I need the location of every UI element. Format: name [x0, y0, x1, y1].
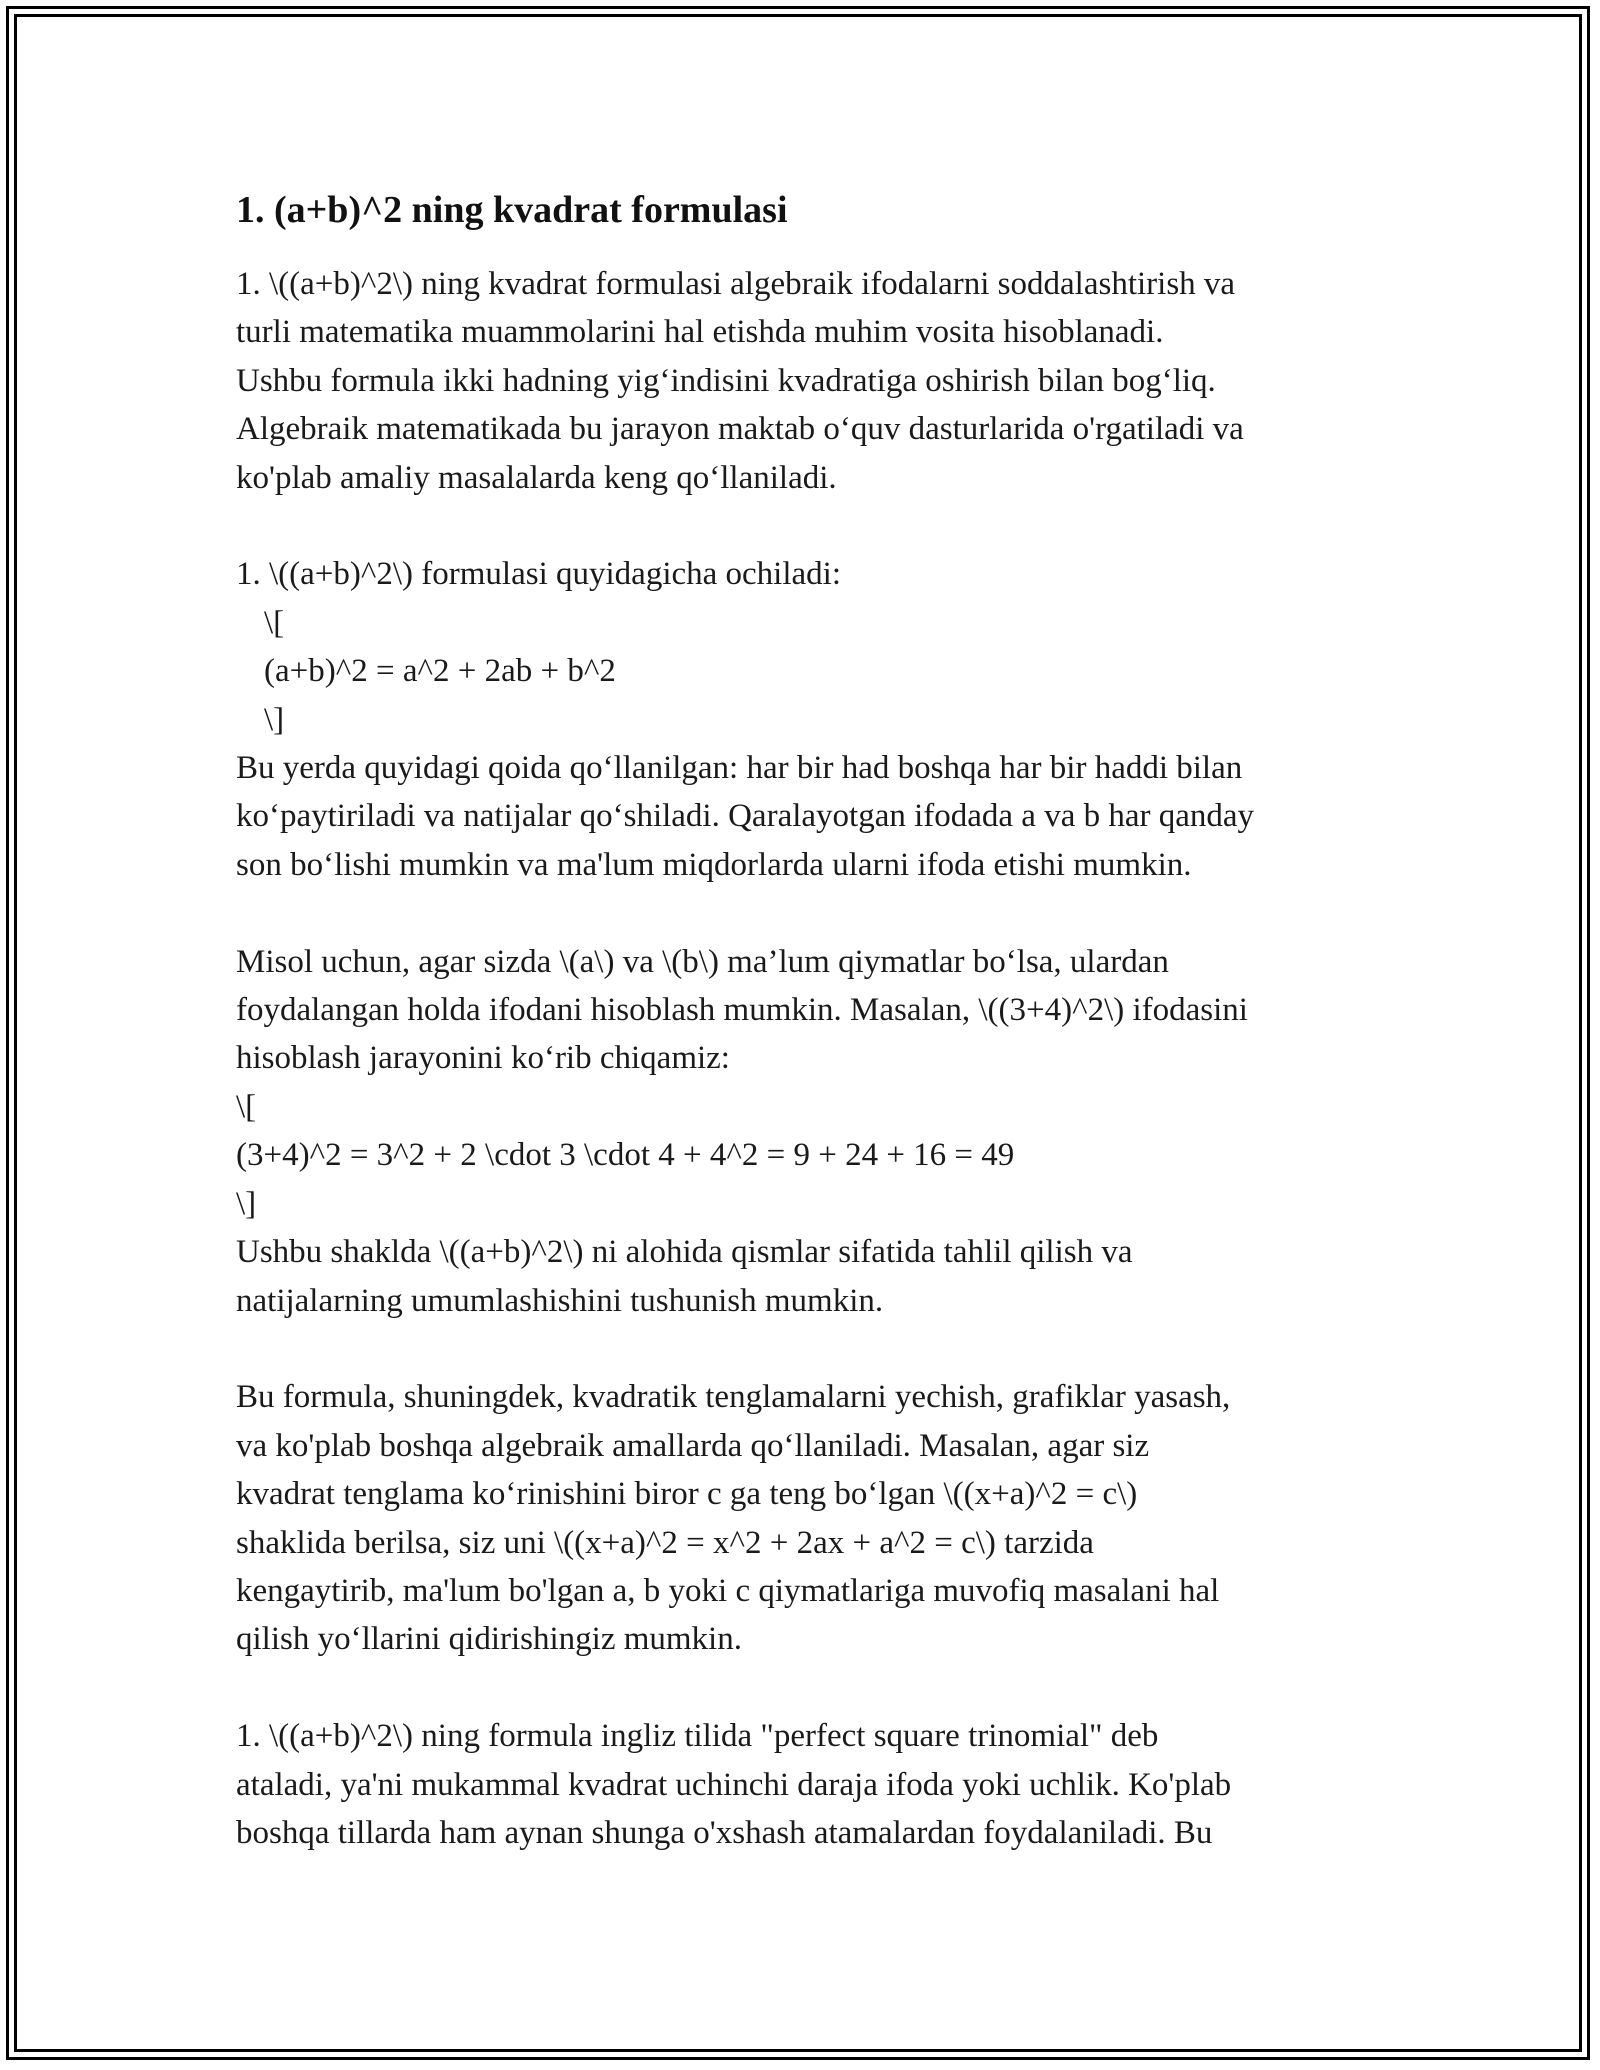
paragraph-applications [236, 1373, 1386, 1663]
paragraph-terminology [236, 1712, 1386, 1857]
text-line: kengaytirib, ma'lum bo'lgan a, b yoki c qiymatlariga muvofiq masalani hal [236, 1572, 1220, 1609]
formula-delimiter-open: \[ [236, 1088, 257, 1125]
formula-delimiter-close: \] [236, 1185, 257, 1222]
text-line: shaklida berilsa, siz uni \((x+a)^2 = x^2 + 2ax + a^2 = c\) tarzida [236, 1524, 1094, 1561]
text-line: 1. \((a+b)^2\) ning formula ingliz tilida "perfect square trinomial" deb [236, 1718, 1159, 1755]
text-line: Ushbu formula ikki hadning yig‘indisini kvadratiga oshirish bilan bog‘liq. [236, 362, 1216, 399]
section-heading: 1. (a+b)^2 ning kvadrat formulasi [236, 189, 788, 231]
formula-line: (3+4)^2 = 3^2 + 2 \cdot 3 \cdot 4 + 4^2 = 9 + 24 + 16 = 49 [236, 1137, 1015, 1174]
text-line: boshqa tillarda ham aynan shunga o'xshash atamalardan foydalaniladi. Bu [236, 1814, 1213, 1851]
text-line: Ushbu shaklda \((a+b)^2\) ni alohida qismlar sifatida tahlil qilish va [236, 1234, 1133, 1271]
text-line: Misol uchun, agar sizda \(a\) va \(b\) ma’lum qiymatlar bo‘lsa, ulardan [236, 943, 1169, 980]
text-line: hisoblash jarayonini ko‘rib chiqamiz: [236, 1040, 730, 1077]
paragraph-example [236, 938, 1386, 1325]
paragraph-expansion [236, 550, 1386, 889]
text-line: kvadrat tenglama ko‘rinishini biror c ga teng bo‘lgan \((x+a)^2 = c\) [236, 1476, 1138, 1513]
formula-delimiter-close: \] [264, 701, 285, 738]
text-line: Bu yerda quyidagi qoida qo‘llanilgan: har bir had boshqa har bir haddi bilan [236, 750, 1243, 787]
text-line: ataladi, ya'ni mukammal kvadrat uchinchi daraja ifoda yoki uchlik. Ko'plab [236, 1766, 1232, 1803]
text-line: Bu formula, shuningdek, kvadratik tenglamalarni yechish, grafiklar yasash, [236, 1379, 1231, 1416]
text-line: Algebraik matematikada bu jarayon maktab o‘quv dasturlarida o'rgatiladi va [236, 411, 1244, 448]
text-line: ko‘paytiriladi va natijalar qo‘shiladi. Qaralayotgan ifodada a va b har qanday [236, 798, 1255, 835]
document-body [236, 186, 1386, 1906]
text-line: natijalarning umumlashishini tushunish mumkin. [236, 1282, 884, 1319]
text-line: turli matematika muammolarini hal etishda muhim vosita hisoblanadi. [236, 314, 1164, 351]
text-line: 1. \((a+b)^2\) formulasi quyidagicha ochiladi: [236, 556, 842, 593]
paragraph-intro [236, 260, 1386, 502]
text-line: son bo‘lishi mumkin va ma'lum miqdorlarda ularni ifoda etishi mumkin. [236, 846, 1192, 883]
text-line: va ko'plab boshqa algebraik amallarda qo‘llaniladi. Masalan, agar siz [236, 1427, 1150, 1464]
text-line: qilish yo‘llarini qidirishingiz mumkin. [236, 1621, 742, 1658]
text-line: ko'plab amaliy masalalarda keng qo‘llaniladi. [236, 459, 837, 496]
text-line: foydalangan holda ifodani hisoblash mumkin. Masalan, \((3+4)^2\) ifodasini [236, 992, 1248, 1029]
text-line: 1. \((a+b)^2\) ning kvadrat formulasi algebraik ifodalarni soddalashtirish va [236, 266, 1236, 302]
formula-delimiter-open: \[ [264, 604, 285, 641]
formula-line: (a+b)^2 = a^2 + 2ab + b^2 [264, 653, 616, 690]
